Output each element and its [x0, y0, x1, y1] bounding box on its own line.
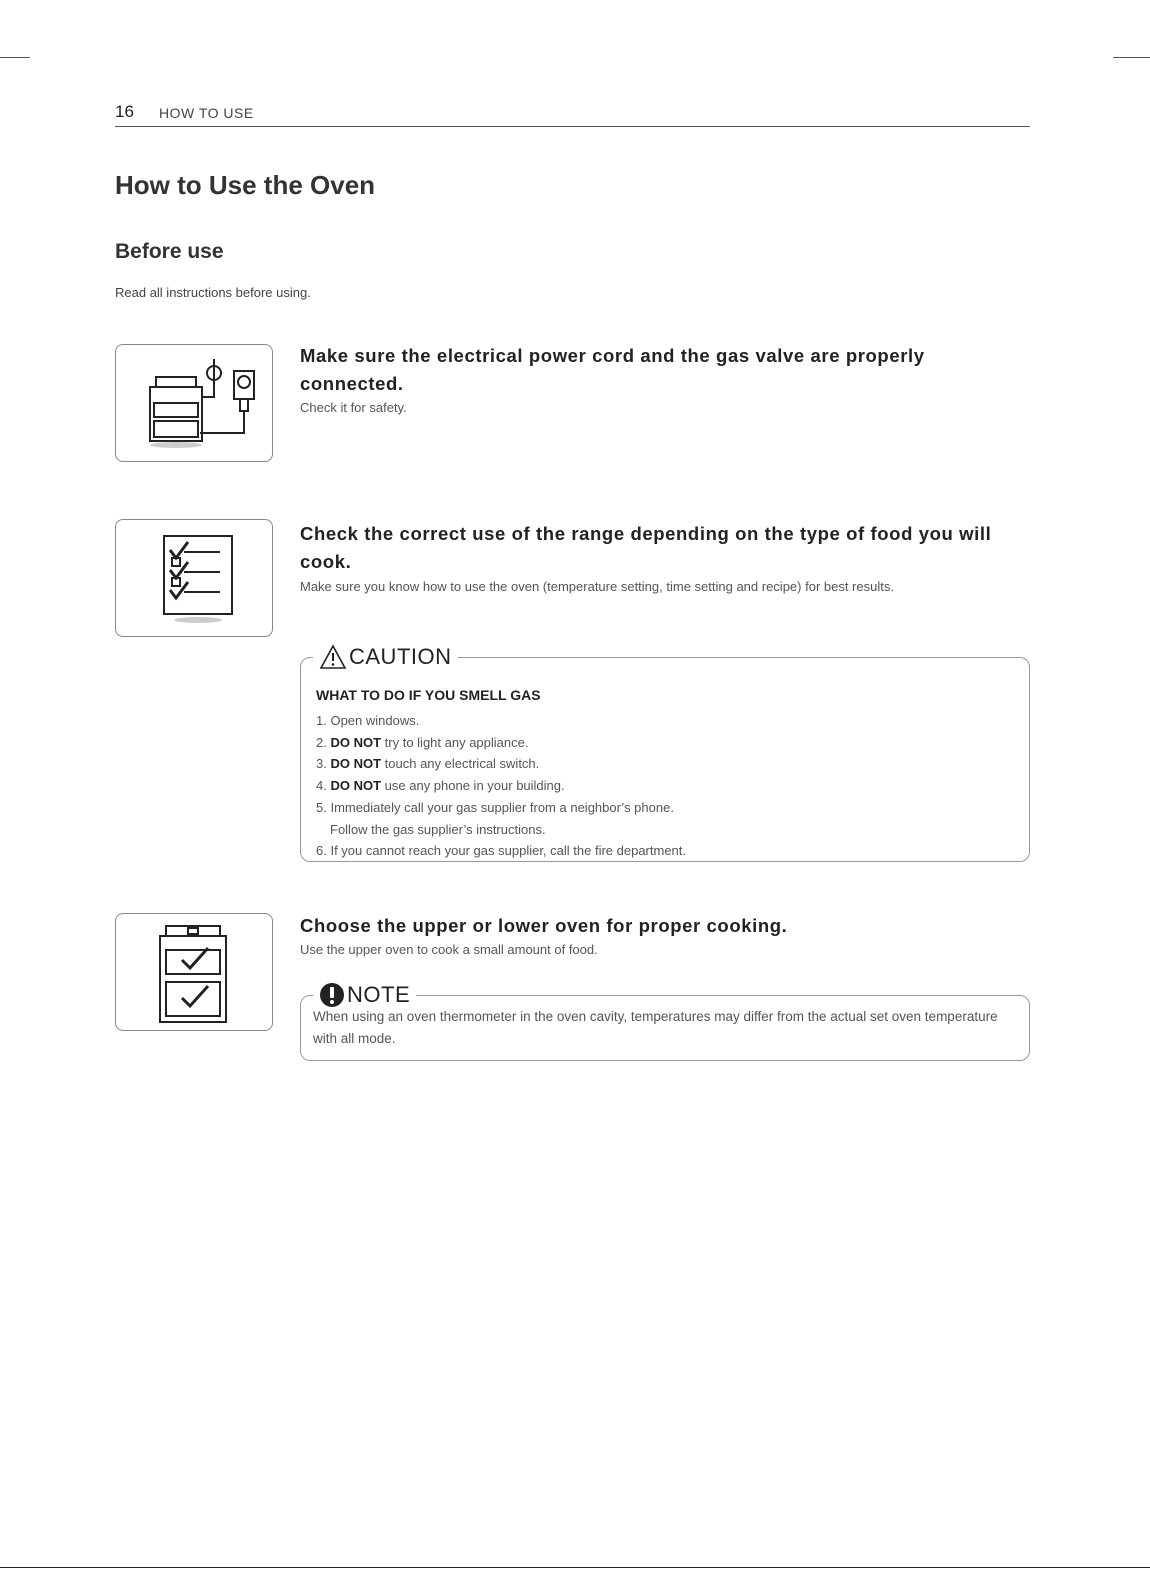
caution-header [313, 644, 458, 670]
step-1-illustration [115, 344, 273, 462]
step-2-illustration [115, 519, 273, 637]
caution-box [300, 644, 1030, 862]
note-header [313, 982, 416, 1008]
crop-mark-left [0, 57, 30, 58]
section-subtitle: Before use [115, 240, 224, 263]
step-1-description: Check it for safety. [300, 400, 407, 415]
caution-item: 2. DO NOT try to light any appliance. [316, 734, 529, 750]
step-3-description: Use the upper oven to cook a small amount of food. [300, 942, 598, 957]
caution-item: 6. If you cannot reach your gas supplier, call the fire department. [316, 843, 687, 859]
double-oven-check-icon [116, 914, 273, 1031]
caution-item: 4. DO NOT use any phone in your building. [316, 778, 565, 794]
step-3-title: Choose the upper or lower oven for proper cooking. [300, 915, 788, 936]
exclamation-circle-icon [319, 982, 345, 1008]
crop-mark-right [1113, 57, 1150, 58]
caution-item: 1. Open windows. [316, 713, 420, 728]
step-3-illustration [115, 913, 273, 1031]
note-box [300, 982, 1030, 1061]
gas-range-power-cord-icon [116, 345, 273, 462]
caution-item-continued: Follow the gas supplier’s instructions. [330, 821, 546, 837]
intro-text: Read all instructions before using. [115, 285, 311, 300]
note-label: NOTE [347, 982, 411, 1007]
warning-triangle-icon [319, 644, 347, 670]
section-name: HOW TO USE [159, 105, 254, 121]
step-2-description: Make sure you know how to use the oven (temperature setting, time setting and recipe) for best results. [300, 579, 894, 594]
bottom-rule [0, 1567, 1150, 1568]
step-2-title: Check the correct use of the range depending on the type of food you will cook. [300, 523, 992, 572]
page-number: 16 [115, 102, 134, 121]
caution-label: CAUTION [349, 644, 452, 669]
caution-list [316, 710, 686, 862]
checklist-icon [116, 520, 273, 637]
page-title: How to Use the Oven [115, 170, 376, 200]
caution-item: 5. Immediately call your gas supplier from a neighbor’s phone. [316, 799, 674, 815]
page-header [115, 102, 1030, 127]
note-text: When using an oven thermometer in the oven cavity, temperatures may differ from the actual set oven temperature with all mode. [313, 1009, 998, 1046]
caution-heading: WHAT TO DO IF YOU SMELL GAS [316, 687, 541, 703]
caution-item: 3. DO NOT touch any electrical switch. [316, 756, 540, 772]
step-1-title: Make sure the electrical power cord and the gas valve are properly connected. [300, 345, 925, 394]
